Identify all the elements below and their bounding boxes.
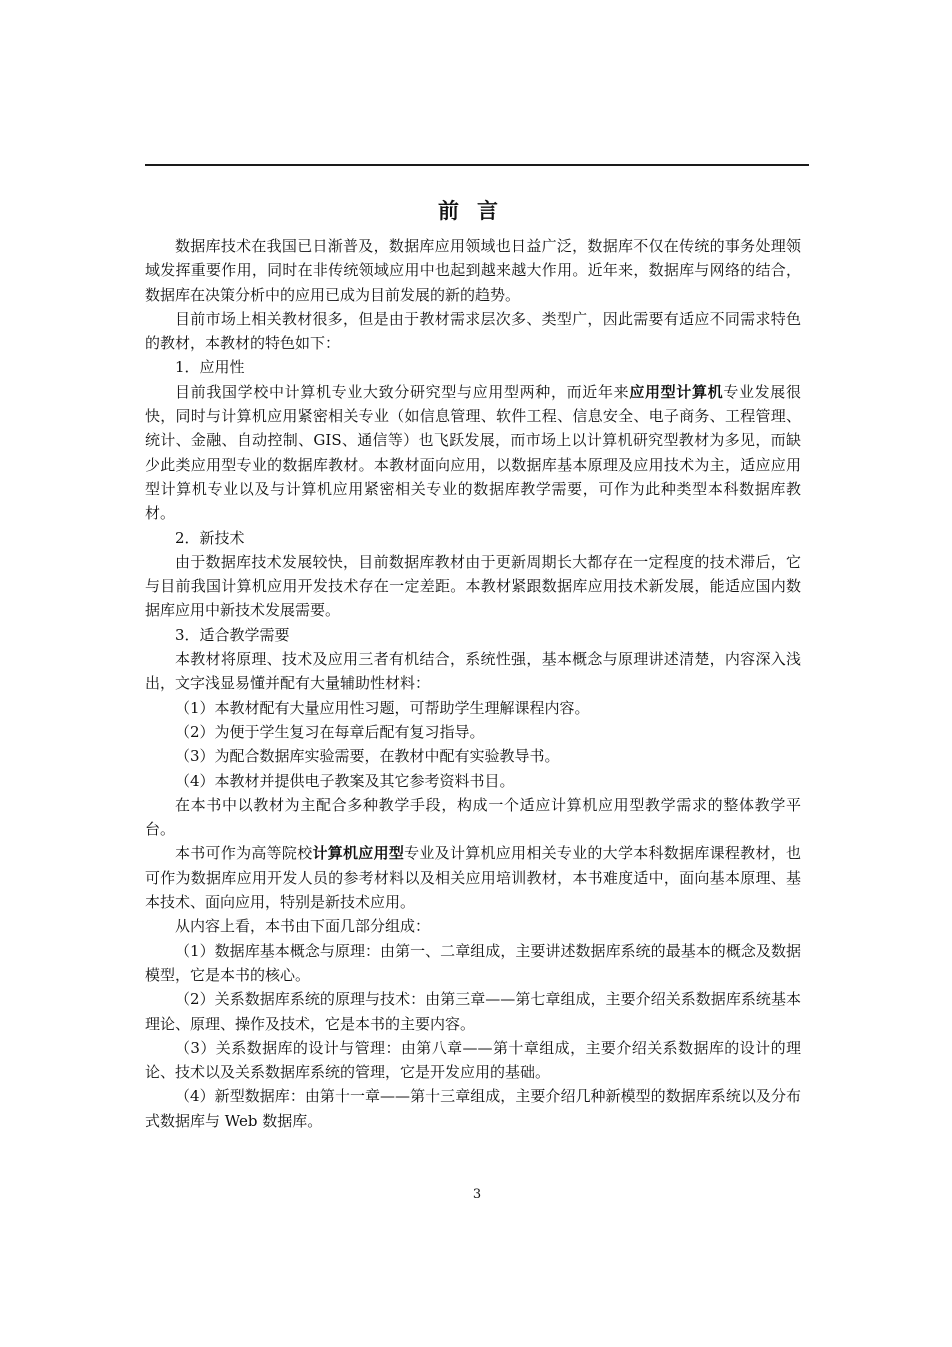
list-item: （1）数据库基本概念与原理：由第一、二章组成，主要讲述数据库系统的最基本的概念及数据模型，它是本书的核心。 — [145, 941, 801, 984]
paragraph: 由于数据库技术发展较快，目前数据库教材由于更新周期长大都存在一定程度的技术滞后，它与目前我国计算机应用开发技术存在一定差距。本教材紧跟数据库应用技术新发展，能适应国内数据库应用中新技术发展需要。 — [145, 552, 801, 620]
body-text — [145, 234, 801, 1133]
paragraph: 数据库技术在我国已日渐普及，数据库应用领域也日益广泛，数据库不仅在传统的事务处理领域发挥重要作用，同时在非传统领域应用中也起到越来越大作用。近年来，数据库与网络的结合，数据库在决策分析中的应用已成为目前发展的新的趋势。 — [145, 237, 801, 304]
bold-term: 应用型计算机 — [629, 382, 724, 401]
section-heading: 3．适合教学需要 — [175, 625, 290, 644]
bold-term: 计算机应用型 — [312, 844, 405, 863]
paragraph: 从内容上看，本书由下面几部分组成： — [175, 917, 431, 936]
paragraph: 在本书中以教材为主配合多种教学手段，构成一个适应计算机应用型教学需求的整体教学平台。 — [145, 795, 801, 839]
paragraph — [145, 380, 801, 526]
list-item: （2）为便于学生复习在每章后配有复习指导。 — [175, 722, 485, 741]
list-item: （3）为配合数据库实验需要，在教材中配有实验教导书。 — [175, 747, 560, 766]
paragraph — [145, 841, 801, 914]
page-number: 3 — [472, 1187, 482, 1202]
paragraph-text: 目前我国学校中计算机专业大致分研究型与应用型两种，而近年来 — [175, 382, 630, 401]
list-item: （4）新型数据库：由第十一章——第十三章组成，主要介绍几种新模型的数据库系统以及分布式数据库与 Web 数据库。 — [145, 1087, 801, 1130]
page-title: 前言 — [438, 199, 516, 223]
paragraph-text: 专业及计算机应用相关专业的大学本科数据库课程教材，也可作为数据库应用开发人员的参考材料以及相关应用培训教材，本书难度适中，面向基本原理、基本技术、面向应用，特别是新技术应用。 — [145, 844, 801, 912]
list-item: （4）本教材并提供电子教案及其它参考资料书目。 — [175, 771, 515, 790]
section-heading: 2．新技术 — [175, 528, 245, 547]
paragraph-text: 专业发展很快，同时与计算机应用紧密相关专业（如信息管理、软件工程、信息安全、电子商务、工程管理、统计、金融、自动控制、GIS、通信等）也飞跃发展，而市场上以计算机研究型教材为多见，而缺少此类应用型专业的数据库教材。本教材面向应用，以数据库基本原理及应用技术为主，适应应用型计算机专业以及与计算机应用紧密相关专业的数据库教学需要，可作为此种类型本科数据库教材。 — [145, 382, 801, 523]
list-item: （3）关系数据库的设计与管理：由第八章——第十章组成，主要介绍关系数据库的设计的理论、技术以及关系数据库系统的管理，它是开发应用的基础。 — [145, 1038, 801, 1082]
paragraph-text: 本书可作为高等院校 — [175, 844, 313, 863]
paragraph: 本教材将原理、技术及应用三者有机结合，系统性强，基本概念与原理讲述清楚，内容深入浅出，文字浅显易懂并配有大量辅助性材料： — [145, 650, 801, 693]
section-heading: 1．应用性 — [175, 358, 245, 377]
paragraph: 目前市场上相关教材很多，但是由于教材需求层次多、类型广，因此需要有适应不同需求特色的教材，本教材的特色如下： — [145, 309, 801, 353]
list-item: （1）本教材配有大量应用性习题，可帮助学生理解课程内容。 — [175, 698, 590, 717]
header-rule — [145, 164, 809, 166]
list-item: （2）关系数据库系统的原理与技术：由第三章——第七章组成，主要介绍关系数据库系统基本理论、原理、操作及技术，它是本书的主要内容。 — [145, 990, 801, 1033]
